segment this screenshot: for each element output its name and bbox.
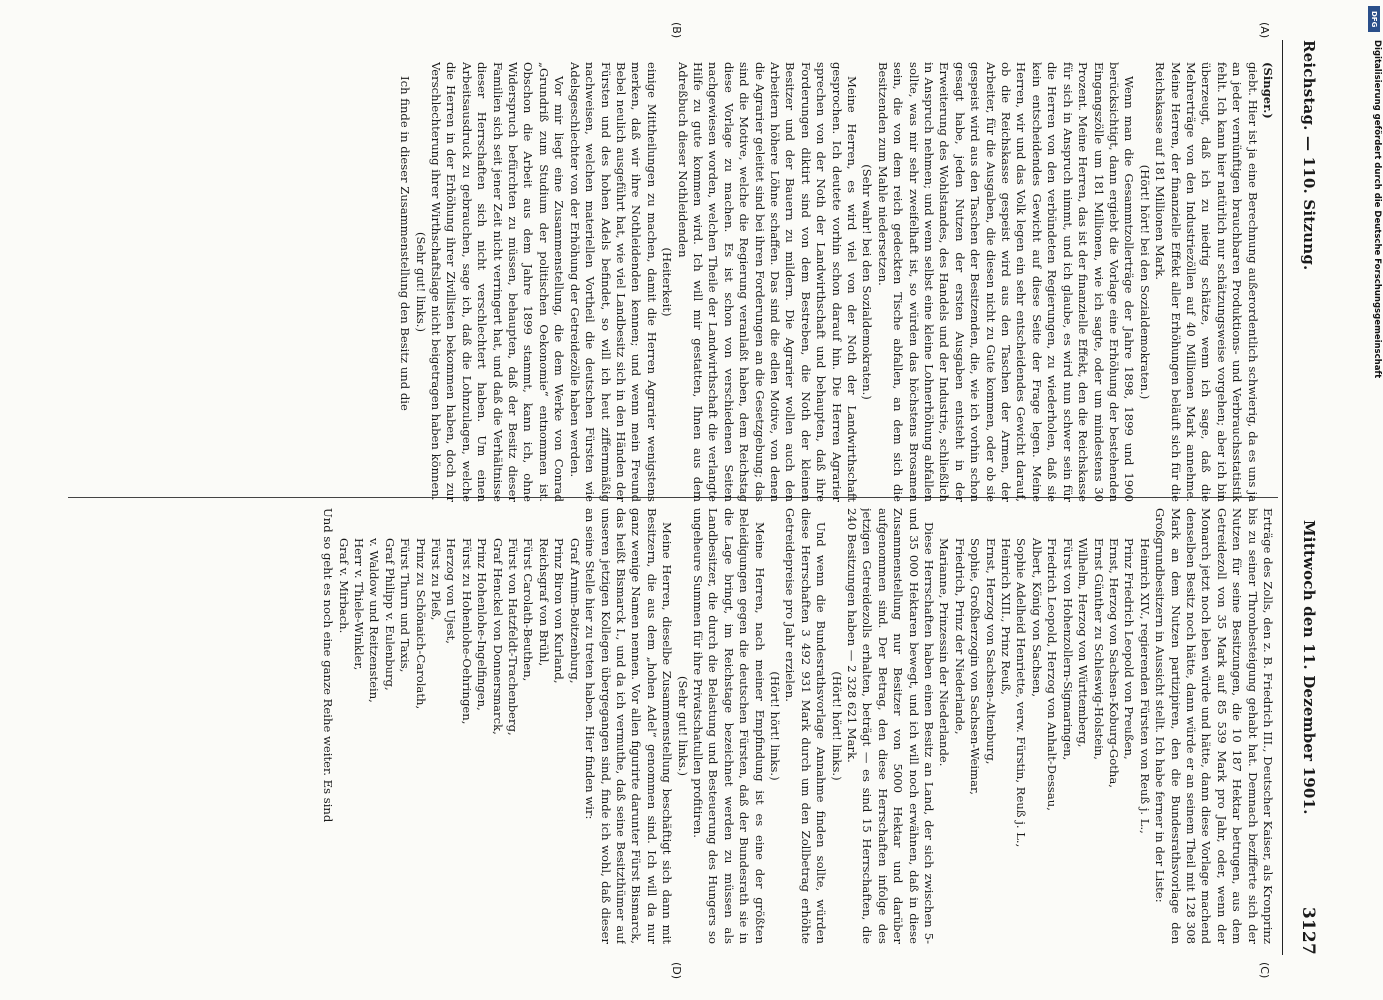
list-item: Fürst Thurn und Taxis,: [398, 538, 413, 673]
paragraph: giebt. Hier ist ja eine Berechnung außerordentlich schwierig, da es uns ja an jeder vernünftigen brauchbaren Produktions- und Verbrauchsstatistik fehlt. Ich kann hier natürlich nur schätzungsweise vorgehen; aber ich bin überzeugt, daß ich zu niedrig schätze, wenn ich sage, daß die Mehrerträge von den Industriezöllen auf 40 Millionen Mark annehme. Meine Herren, der finanzielle Effekt aller Erhöhungen beläuft sich für die Reichskasse auf 181 Millionen Mark.: [1153, 62, 1260, 502]
paragraph: Und wenn die Bundesrathsvorlage Annahme finden sollte, würden diese Herrschaften 3 492 931 Mark durch um den Zollbetrag erhöhte Getreidepreise pro Jahr erzielen.: [783, 508, 829, 944]
list-item: Graf v. Mirbach.: [336, 538, 351, 634]
list-item: Prinz Friedrich Leopold von Preußen,: [1122, 538, 1137, 760]
list-item: Heinrich XIII., Prinz Reuß,: [999, 538, 1014, 695]
marker-d: (D): [670, 962, 683, 980]
list-item: Fürst Carolath-Beuthen,: [521, 538, 536, 682]
list-item: Ernst, Herzog von Sachsen-Koburg-Gotha,: [1106, 538, 1121, 788]
paragraph: Ich finde in dieser Zusammenstellung den Besitz und die: [398, 76, 413, 411]
marker-a: (A): [1258, 22, 1271, 39]
list-item: Friedrich Leopold, Herzog von Anhalt-Dessau,: [1045, 538, 1060, 811]
header-rule: [1282, 40, 1283, 955]
list-item: Ernst, Herzog von Sachsen-Altenburg,: [983, 538, 998, 765]
interjection: (Heiterkeit): [660, 247, 675, 317]
list-item: Albert, König von Sachsen,: [1029, 538, 1044, 698]
interjection: (Hört! hört! links.): [829, 671, 844, 781]
paragraph: einige Mittheilungen zu machen, damit die Herren Agrarier wenigstens merken, daß wir ihre Nothleidenden kennen; und wenn mein Freund Bebel neulich ausgeführt hat, wie viel Landbesitz sich in den Händen der Fürsten und des hohen Adels befindet, so will ich heut ziffernmäßig nachweisen, welchen materiellen Vortheil die deutschen Fürsten wie Adelsgeschlechter von der Erhöhung der Getreidezölle haben werden.: [567, 62, 659, 502]
list-item: Prinz zu Schönaich-Carolath,: [413, 538, 428, 710]
interjection: (Sehr gut! links.): [413, 232, 428, 332]
list-item: Herr v. Thiele-Winkler,: [352, 538, 367, 671]
interjection: (Hört! hört! links.): [768, 671, 782, 781]
list-item: Graf Philipp v. Eulenburg,: [382, 538, 397, 691]
speaker-label: (Singer.): [1261, 62, 1275, 119]
paragraph: Vor mir liegt eine Zusammenstellung, die dem Werke von Conrad „Grundriß zum Studium der politischen Oekonomie“ entnommen ist. Obschon die Arbeit aus dem Jahre 1899 stammt, kann ich, ohne Widerspruch befürchten zu müssen, behaupten, daß der Besitz dieser Familien sich seit jener Zeit nicht verringert hat, und daß die Verhältnisse dieser Herrschaften sich nicht verschlechtert haben. Um einen Arbeitsausdruck zu gebrauchen, sage ich, daß die Lohnzulagen, welche die Herren in der Erhöhung ihrer Zivillisten bekommen haben, doch zur Verschlechterung ihrer Wirthschaftslage nicht beigetragen haben können.: [429, 62, 567, 502]
paragraph: Meine Herren, es wird viel von der Noth der Landwirthschaft gesprochen. Ich deutete vorhin schon darauf hin. Die Herren Agrarier sprechen von der Noth der Landwirthschaft und behaupten, daß ihre Forderungen diktirt sind von dem Bestreben, die Noth der kleinen Besitzer und der Bauern zu mildern. Die Agrarier wollen auch den Arbeitern höhere Löhne schaffen. Das sind die edlen Motive, von denen die Agrarier geleitet sind bei ihren Forderungen an die Gesetzgebung; das sind die Motive, welche die Regierung veranlaßt haben, dem Reichstag diese Vorlage zu machen. Es ist schon von verschiedenen Seiten nachgewiesen worden, welchen Theile der Landwirthschaft die verlangte Hilfe zu gute kommen wird. Ich will mir gestatten, Ihnen aus dem Adreßbuch dieser Nothleidenden: [675, 62, 860, 502]
paragraph: Erträge des Zolls, den z. B. Friedrich III., Deutscher Kaiser, als Kronprinz bis zu seiner Thronbesteigung gehabt hat. Demnach bezifferte sich der Nutzen für seine Besitzungen, die 10 187 Hektar betrugen, aus dem Getreidezoll von 35 Mark auf 85 539 Mark pro Jahr, oder, wenn der Monarch jetzt noch leben würde und hätte, dann diese Vorlage machend denselben Besitz noch hätte, dann würde er an seinem Theil mit 128 308 Mark an dem Nutzen partizipiren, den die Bundesrathsvorlage den Großgrundbesitzern in Aussicht stellt. Ich habe ferner in der Liste:: [1153, 508, 1275, 944]
list-item: Reichsgraf von Brühl,: [536, 538, 551, 667]
list-item: Fürst von Hatzfeldt-Trachenberg,: [506, 538, 521, 736]
page-header: [1278, 40, 1328, 955]
list-item: v. Waldow und Reitzenstein,: [367, 538, 382, 703]
list-item: Herzog von Ujest,: [444, 538, 459, 644]
interjection: (Sehr wahr! bei den Sozialdemokraten.): [860, 164, 875, 400]
list-item: Graf Henckel von Donnersmarck,: [490, 538, 505, 735]
list-item: Ernst Günther zu Schleswig-Holstein,: [1091, 538, 1106, 760]
page-number: 3127: [1298, 906, 1318, 955]
digitization-credit: Digitalisierung gefördert durch die Deutsche Forschungsgemeinschaft: [1372, 40, 1382, 379]
marker-b: (B): [670, 22, 683, 39]
paragraph: Meine Herren, dieselbe Zusammenstellung beschäftigt sich dann mit Besitzern, die aus dem „hohen Adel“ genommen sind. Ich will da nur ganz wenige Namen nennen. Vor allen figurirte darunter Fürst Bismarck, das heißt Bismarck I., und da ich vermuthe, daß seine Besitzthümer auf unseren jetzigen Kollegen übergegangen sind, finde ich wohl, daß dieser an seine Stelle hier zu treten haben. Hier finden wir:: [583, 508, 675, 944]
list-item: Fürst von Hohenzollern-Sigmaringen,: [1060, 538, 1075, 761]
header-date: Mittwoch den 11. Dezember 1901.: [1300, 520, 1318, 815]
interjection: (Sehr gut! links.): [675, 676, 690, 776]
list-item: Prinz Hohenlohe-Ingelfingen,: [475, 538, 490, 711]
header-session: Reichstag. — 110. Sitzung.: [1300, 40, 1318, 271]
list-item: Friedrich, Prinz der Niederlande,: [952, 538, 967, 735]
list-item: Heinrich XIV., regierenden Fürsten von Reuß j. L.,: [1137, 538, 1152, 834]
list-item: Fürst zu Pleß,: [429, 538, 444, 621]
marker-c: (C): [1258, 962, 1271, 979]
list-item: Sophie, Großherzogin von Sachsen-Weimar,: [968, 538, 983, 795]
interjection: (Hört! hört! bei den Sozialdemokraten.): [1137, 164, 1152, 400]
list-item: Marianne, Prinzessin der Niederlande.: [937, 538, 952, 767]
paragraph: Und so geht es noch eine ganze Reihe weiter. Es sind: [321, 508, 336, 823]
list-item: Wilhelm, Herzog von Württemberg,: [1076, 538, 1091, 748]
list-item: Fürst zu Hohenlohe-Oehringen,: [459, 538, 474, 725]
paragraph: Meine Herren, nach meiner Empfindung ist es eine der größten Beleidigungen gegen die deutschen Fürsten, daß der Bundesrath sie in die Lage bringt, im Reichstage bezeichnet werden zu müssen als Landbesitzer, die durch die Belastung und Besteuerung des Hungers so ungeheure Summen für ihre Privatschatullen profitiren.: [690, 508, 767, 944]
right-column: [65, 508, 1275, 944]
list-item: Sophie Adelheid Henriette, verw. Fürstin, Reuß j. L.,: [1014, 538, 1029, 848]
list-item: Prinz Biron von Kurland,: [552, 538, 567, 684]
paragraph: Wenn man die Gesammtzollerträge der Jahre 1898, 1899 und 1900 berücksichtigt, dann ergiebt die Vorlage eine Erhöhung der bestehenden Eingangszölle um 181 Millionen, wie ich sagte, oder um mindestens 30 Prozent. Meine Herren, das ist der finanzielle Effekt, den die Reichskasse für sich in Anspruch nimmt, und ich glaube, es wird nun schwer sein für die Herren von den verbündeten Regierungen, zu wiederholen, daß sie kein entscheidendes Gewicht auf diese Seite der Frage legen. Meine Herren, wir und das Volk legen ein sehr entscheidendes Gewicht darauf, ob die Reichskasse gespeist wird aus den Taschen der Armen, der Arbeiter, für die Ausgaben, die diesen nicht zu Gute kommen, oder ob sie gespeist wird aus den Taschen der Besitzenden, die, wie ich vorhin schon gesagt habe, jeden Nutzen der ersten Ausgaben entsteht in der Erweiterung des Wohlstandes, des Handels und der Industrie, schließlich in Anspruch nehmen; und wenn selbst eine kleine Lohnerhöhung abfallen sollte, was mir sehr zweifelhaft ist, so würden das höchstens Brosamen sein, die von dem reich gedeckten Tische abfallen, an dem sich die Besitzenden zum Mahle niedersetzen.: [875, 62, 1137, 502]
dfg-logo: DFG: [1368, 6, 1380, 32]
left-column: [65, 62, 1275, 502]
paragraph: Diese Herrschaften haben einen Besitz an Land, der sich zwischen 5- und 35 000 Hektaren bewegt, und ich will noch erwähnen, daß in diese Zusammenstellung nur Besitzer von 5000 Hektar und darüber aufgenommen sind. Der Betrag, den diese Herrschaften infolge des jetzigen Getreidezolls erhalten, beträgt — es sind 15 Herrschaften, die 240 Besitzungen haben — 2 328 621 Mark.: [845, 508, 937, 944]
list-item: Graf Arnim-Boitzenburg,: [567, 538, 582, 684]
